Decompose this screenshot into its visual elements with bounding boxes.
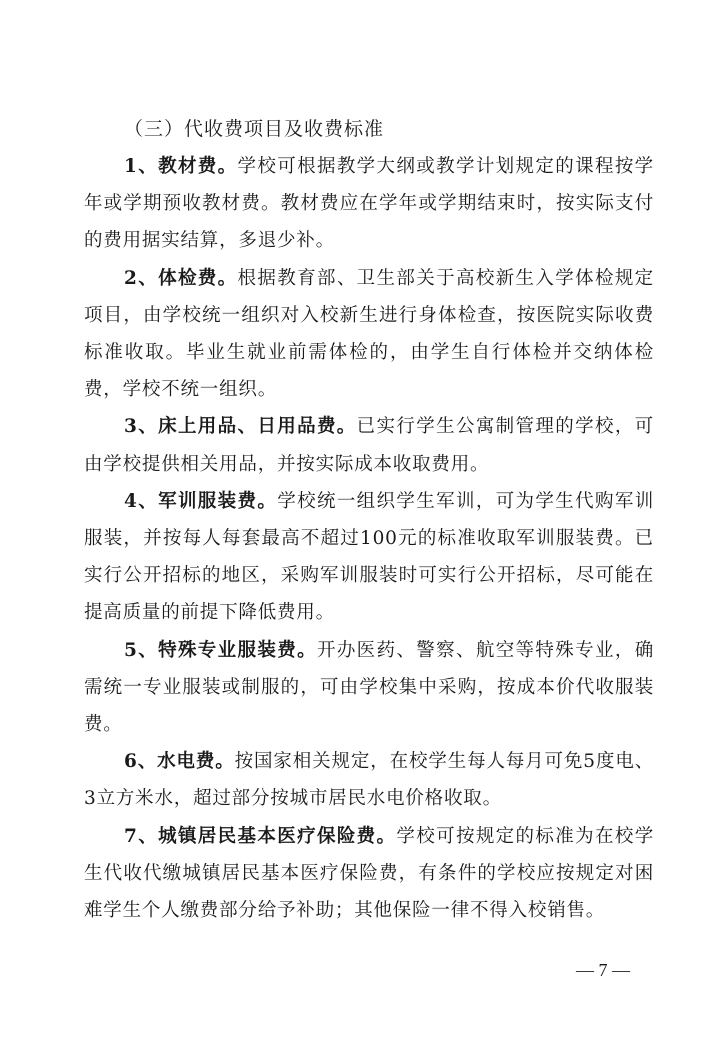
document-body xyxy=(84,114,654,929)
item-body: 根据教育部、卫生部关于高校新生入学体检规定项目，由学校统一组织对入校新生进行身体检查，按医院实际收费标准收取。毕业生就业前需体检的，由学生自行体检并交纳体检费，学校不统一组织。 xyxy=(84,267,654,401)
item-medical-exam-fee xyxy=(84,260,654,409)
item-title: 3、床上用品、日用品费。 xyxy=(124,416,357,438)
item-bedding-fee xyxy=(84,408,654,482)
item-textbook-fee xyxy=(84,148,654,260)
item-medical-insurance-fee xyxy=(84,818,654,930)
item-title: 7、城镇居民基本医疗保险费。 xyxy=(124,825,397,847)
item-body: 学校可根据教学大纲或教学计划规定的课程按学年或学期预收教材费。教材费应在学年或学期结束时，按实际支付的费用据实结算，多退少补。 xyxy=(84,156,654,252)
item-title: 1、教材费。 xyxy=(124,156,238,177)
item-title: 4、军训服装费。 xyxy=(124,490,278,512)
item-title: 5、特殊专业服装费。 xyxy=(124,639,317,661)
item-body: 学校统一组织学生军训，可为学生代购军训服装，并按每人每套最高不超过100元的标准收取军训服装费。已实行公开招标的地区，采购军训服装时可实行公开招标，尽可能在提高质量的前提下降低费用。 xyxy=(84,490,655,624)
item-title: 2、体检费。 xyxy=(124,267,238,289)
page-number: — 7 — xyxy=(576,960,630,980)
item-body: 按国家相关规定，在校学生每人每月可免5度电、3立方米水，超过部分按城市居民水电价格收取。 xyxy=(84,751,654,810)
item-utilities-fee xyxy=(84,743,654,817)
item-body: 开办医药、警察、航空等特殊专业，确需统一专业服装或制服的，可由学校集中采购，按成本价代收服装费。 xyxy=(84,639,655,736)
item-body: 学校可按规定的标准为在校学生代收代缴城镇居民基本医疗保险费，有条件的学校应按规定对困难学生个人缴费部分给予补助；其他保险一律不得入校销售。 xyxy=(84,825,654,922)
section-title: （三）代收费项目及收费标准 xyxy=(124,118,385,140)
item-body: 已实行学生公寓制管理的学校，可由学校提供相关用品，并按实际成本收取费用。 xyxy=(84,416,654,475)
item-special-uniform-fee xyxy=(84,632,654,744)
item-military-uniform-fee xyxy=(84,483,654,632)
item-title: 6、水电费。 xyxy=(124,751,235,773)
